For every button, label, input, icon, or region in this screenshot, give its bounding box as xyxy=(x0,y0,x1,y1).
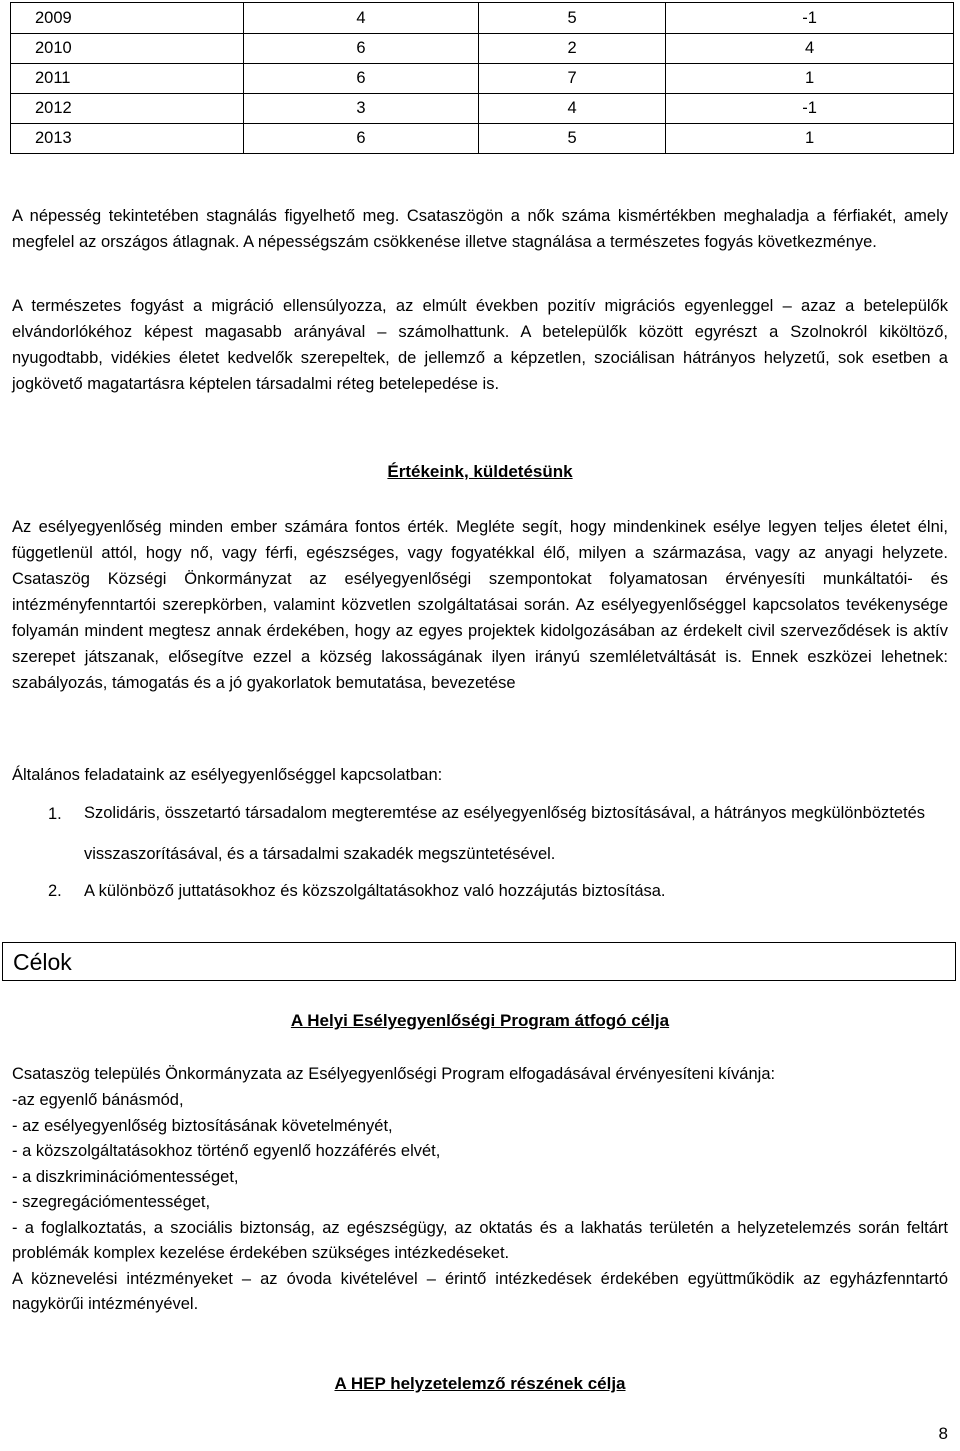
list-number: 1. xyxy=(48,805,62,823)
table-cell: 2011 xyxy=(11,64,244,94)
migration-paragraph: A természetes fogyást a migráció ellensúlyozza, az elmúlt években pozitív migrációs egyenleggel – azaz a betelepülők elvándorlókéhoz képest magasabb arányával – számolhattunk. A betelepülők között egyrészt a Szolnokról kiköltöző, nyugodtabb, vidékies életet kedvelők szerepeltek, de jellemző a képzetlen, szociálisan hátrányos helyzetű, sok esetben a jogkövető magatartásra képtelen társadalmi réteg betelepedése is. xyxy=(12,297,948,393)
table-cell: 4 xyxy=(244,3,479,34)
table-cell: 5 xyxy=(479,3,666,34)
general-tasks-title: Általános feladataink az esélyegyenlőséggel kapcsolatban: xyxy=(12,766,443,784)
table-row xyxy=(11,64,954,94)
values-heading: Értékeink, küldetésünk xyxy=(387,462,573,481)
table-cell: 2009 xyxy=(11,3,244,34)
table-row xyxy=(11,94,954,124)
list-item: - az esélyegyenlőség biztosításának követelményét, xyxy=(12,1116,393,1135)
section-title-box: Célok xyxy=(2,942,956,981)
table-row xyxy=(11,34,954,64)
table-cell: 6 xyxy=(244,64,479,94)
goal-intro: Csataszög település Önkormányzata az Esélyegyenlőségi Program elfogadásával érvényesíteni kívánja: xyxy=(12,1065,776,1083)
table-cell: 1 xyxy=(666,64,954,94)
population-paragraph: A népesség tekintetében stagnálás figyelhető meg. Csataszögön a nők száma kismértékben meghaladja a férfiakét, amely megfelel az országos átlagnak. A népességszám csökkenése illetve stagnálása a természetes fogyás következménye. xyxy=(12,207,948,251)
goal-heading: A Helyi Esélyegyenlőségi Program átfogó célja xyxy=(290,1011,670,1030)
goal-list xyxy=(12,1088,948,1318)
list-number: 2. xyxy=(48,882,62,900)
table-row xyxy=(11,124,954,154)
table-cell: 2010 xyxy=(11,34,244,64)
table-cell: -1 xyxy=(666,94,954,124)
table-cell: 6 xyxy=(244,34,479,64)
table-cell: 7 xyxy=(479,64,666,94)
table-row xyxy=(11,3,954,34)
page-number: 8 xyxy=(938,1424,948,1443)
table-cell: 5 xyxy=(479,124,666,154)
values-paragraph: Az esélyegyenlőség minden ember számára fontos érték. Megléte segít, hogy mindenkinek esélye legyen teljes életet élni, függetlenül attól, hogy nő, vagy férfi, egészséges, vagy fogyatékkal élő, milyen a származása, vagy az anyagi helyzete. Csataszög Községi Önkormányzat az esélyegyenlőségi szempontokat folyamatosan érvényesíti munkáltatói- és intézményfenntartói szerepkörben, valamint közvetlen szolgáltatásai során. Az esélyegyenlőséggel kapcsolatos tevékenysége folyamán mindent megtesz annak érdekében, hogy az egyes projektek kidolgozásában az érdekelt civil szerveződések is aktív szerepet játszanak, elősegítve ezzel a község lakosságának ilyen irányú szemléletváltását is. Ennek eszközei lehetnek: szabályozás, támogatás és a jó gyakorlatok bemutatása, bevezetése xyxy=(12,518,948,692)
list-item xyxy=(48,801,948,871)
list-text: Szolidáris, összetartó társadalom megteremtése az esélyegyenlőség biztosításával, a hátrányos megkülönböztetés visszaszorításával, és a társadalmi szakadék megszüntetésével. xyxy=(84,804,926,863)
table-cell: 3 xyxy=(244,94,479,124)
table-cell: 1 xyxy=(666,124,954,154)
population-table xyxy=(10,2,954,154)
list-item: - a foglalkoztatás, a szociális biztonság, az egészségügy, az oktatás és a lakhatás területén a helyzetelemzés során feltárt problémák komplex kezelése érdekében szükséges intézkedéseket. xyxy=(12,1218,948,1262)
list-item: - a diszkriminációmentességet, xyxy=(12,1167,239,1186)
table-cell: 2012 xyxy=(11,94,244,124)
table-cell: 2 xyxy=(479,34,666,64)
list-text: A különböző juttatásokhoz és közszolgáltatásokhoz való hozzájutás biztosítása. xyxy=(84,882,666,900)
list-item: -az egyenlő bánásmód, xyxy=(12,1091,184,1109)
goal-closing: A köznevelési intézményeket – az óvoda kivételével – érintő intézkedések érdekében együttműködik az egyházfenntartó nagykörűi intézményével. xyxy=(12,1269,948,1313)
table-cell: 4 xyxy=(479,94,666,124)
hep-heading: A HEP helyzetelemző részének célja xyxy=(334,1374,626,1393)
list-item: - a közszolgáltatásokhoz történő egyenlő hozzáférés elvét, xyxy=(12,1142,441,1160)
table-cell: 2013 xyxy=(11,124,244,154)
table-cell: 4 xyxy=(666,34,954,64)
list-item: - szegregációmentességet, xyxy=(12,1193,211,1211)
table-cell: 6 xyxy=(244,124,479,154)
table-cell: -1 xyxy=(666,3,954,34)
